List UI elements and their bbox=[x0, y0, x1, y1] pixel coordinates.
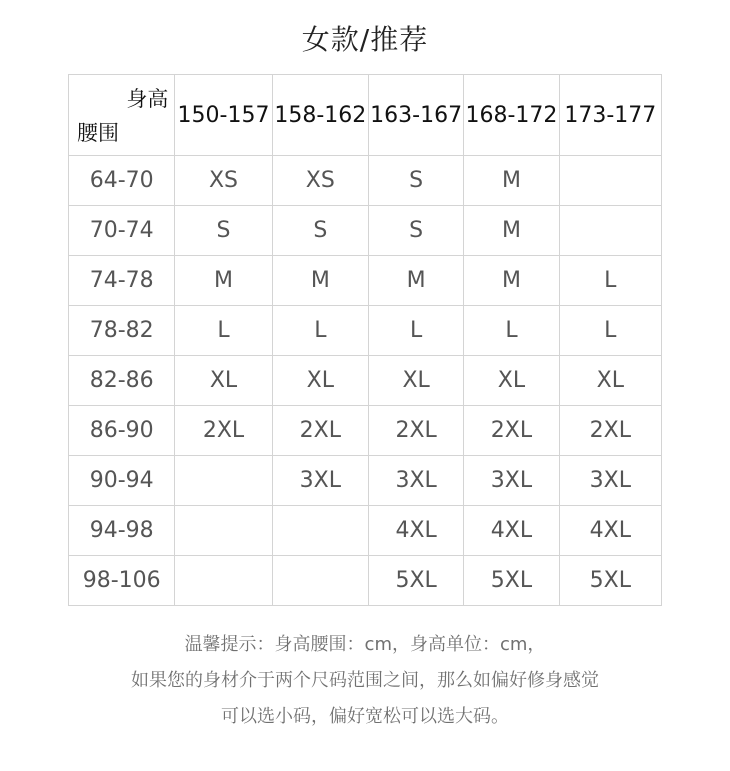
size-cell: 2XL bbox=[559, 406, 661, 456]
size-cell: 5XL bbox=[464, 556, 559, 606]
size-cell: XL bbox=[175, 356, 272, 406]
table-header-row bbox=[69, 75, 662, 156]
size-cell: L bbox=[368, 306, 463, 356]
size-cell: L bbox=[175, 306, 272, 356]
table-row bbox=[69, 456, 662, 506]
size-cell: 2XL bbox=[175, 406, 272, 456]
table-row bbox=[69, 256, 662, 306]
size-cell: S bbox=[368, 206, 463, 256]
size-cell: 4XL bbox=[368, 506, 463, 556]
size-cell: M bbox=[464, 156, 559, 206]
waist-axis-label: 腰围 bbox=[77, 121, 119, 145]
tips-line: 温馨提示：身高腰围：cm，身高单位：cm， bbox=[184, 634, 546, 655]
size-cell: S bbox=[272, 206, 368, 256]
size-cell: L bbox=[464, 306, 559, 356]
table-row bbox=[69, 506, 662, 556]
size-cell: S bbox=[368, 156, 463, 206]
size-cell: M bbox=[464, 206, 559, 256]
size-cell: 2XL bbox=[464, 406, 559, 456]
height-header: 168-172 bbox=[464, 75, 559, 156]
table-row bbox=[69, 406, 662, 456]
size-cell: M bbox=[175, 256, 272, 306]
size-cell bbox=[175, 556, 272, 606]
size-cell: 4XL bbox=[464, 506, 559, 556]
corner-header-cell bbox=[69, 75, 175, 156]
height-header: 173-177 bbox=[559, 75, 661, 156]
table-row bbox=[69, 206, 662, 256]
size-chart-table bbox=[68, 74, 662, 606]
size-cell: XS bbox=[272, 156, 368, 206]
waist-cell: 70-74 bbox=[69, 206, 175, 256]
table-row bbox=[69, 156, 662, 206]
size-cell: 3XL bbox=[464, 456, 559, 506]
size-cell: 5XL bbox=[559, 556, 661, 606]
size-cell: 2XL bbox=[368, 406, 463, 456]
size-cell bbox=[175, 456, 272, 506]
height-header: 158-162 bbox=[272, 75, 368, 156]
size-cell: M bbox=[464, 256, 559, 306]
size-cell: 5XL bbox=[368, 556, 463, 606]
tips-line: 可以选小码，偏好宽松可以选大码。 bbox=[221, 706, 509, 727]
table-row bbox=[69, 556, 662, 606]
page-title: 女款/推荐 bbox=[301, 23, 429, 56]
size-cell: XL bbox=[368, 356, 463, 406]
size-cell: L bbox=[272, 306, 368, 356]
size-cell: XL bbox=[464, 356, 559, 406]
waist-cell: 64-70 bbox=[69, 156, 175, 206]
waist-cell: 74-78 bbox=[69, 256, 175, 306]
size-cell bbox=[272, 556, 368, 606]
size-cell: M bbox=[368, 256, 463, 306]
waist-cell: 94-98 bbox=[69, 506, 175, 556]
size-cell bbox=[559, 156, 661, 206]
waist-cell: 90-94 bbox=[69, 456, 175, 506]
size-cell: L bbox=[559, 306, 661, 356]
size-cell: XL bbox=[559, 356, 661, 406]
height-header: 150-157 bbox=[175, 75, 272, 156]
size-cell: M bbox=[272, 256, 368, 306]
height-axis-label: 身高 bbox=[126, 87, 169, 111]
size-cell bbox=[175, 506, 272, 556]
size-cell: 3XL bbox=[272, 456, 368, 506]
size-cell: 2XL bbox=[272, 406, 368, 456]
waist-cell: 82-86 bbox=[69, 356, 175, 406]
size-cell bbox=[559, 206, 661, 256]
tips-line: 如果您的身材介于两个尺码范围之间，那么如偏好修身感觉 bbox=[131, 670, 599, 691]
size-cell: 4XL bbox=[559, 506, 661, 556]
size-cell bbox=[272, 506, 368, 556]
height-header: 163-167 bbox=[368, 75, 463, 156]
waist-cell: 98-106 bbox=[69, 556, 175, 606]
size-cell: XL bbox=[272, 356, 368, 406]
size-cell: 3XL bbox=[559, 456, 661, 506]
size-cell: S bbox=[175, 206, 272, 256]
table-row bbox=[69, 356, 662, 406]
waist-cell: 78-82 bbox=[69, 306, 175, 356]
size-cell: XS bbox=[175, 156, 272, 206]
size-cell: L bbox=[559, 256, 661, 306]
size-cell: 3XL bbox=[368, 456, 463, 506]
tips-note bbox=[0, 627, 730, 735]
waist-cell: 86-90 bbox=[69, 406, 175, 456]
table-row bbox=[69, 306, 662, 356]
